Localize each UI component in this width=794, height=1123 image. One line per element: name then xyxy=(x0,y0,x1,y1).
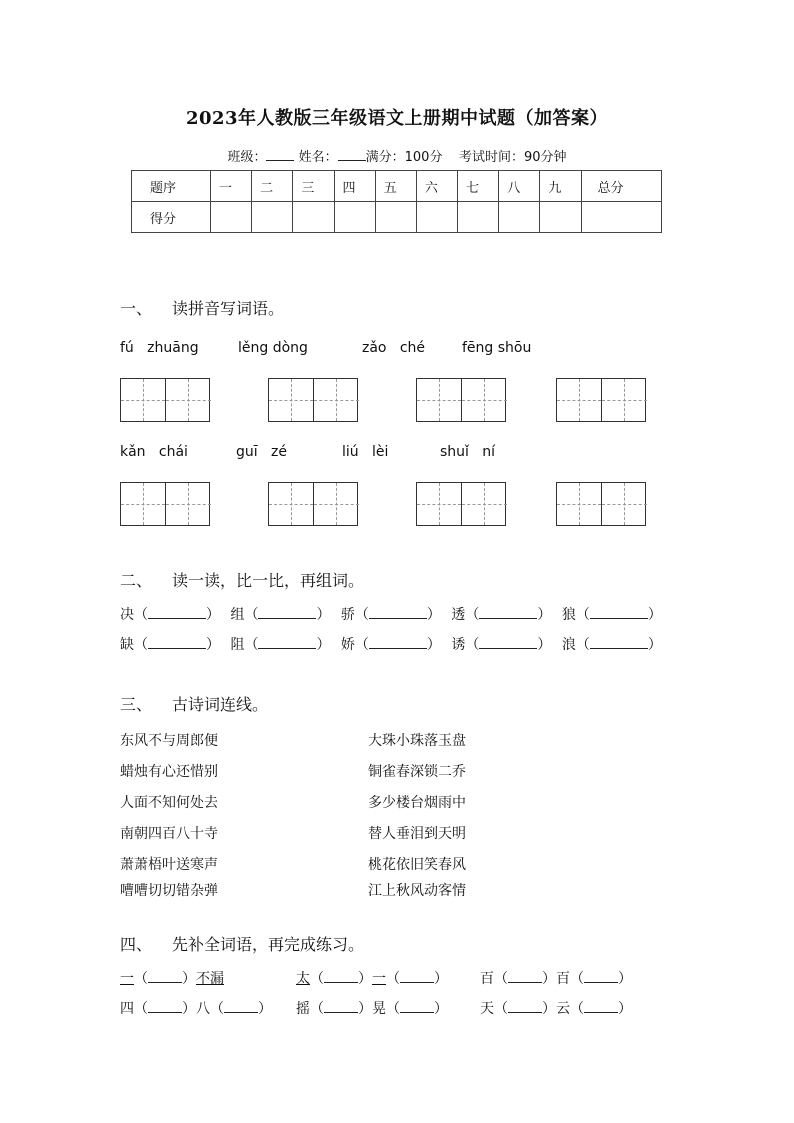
tianzige-box[interactable] xyxy=(268,482,358,526)
score-cell[interactable] xyxy=(416,202,457,233)
answer-blank[interactable] xyxy=(584,972,618,983)
exam-info xyxy=(0,146,794,165)
section-title: 读拼音写词语。 xyxy=(172,299,285,318)
char-item: 狼（ ） xyxy=(561,607,662,623)
section1-heading xyxy=(120,296,284,319)
score-table-row xyxy=(132,202,662,233)
char-item: 阻（ ） xyxy=(230,637,331,653)
poem-line-left[interactable]: 嘈嘈切切错杂弹 xyxy=(120,883,218,899)
answer-blank[interactable] xyxy=(400,972,434,983)
char-item: 透（ ） xyxy=(451,607,552,623)
header-cell: 八 xyxy=(499,171,540,202)
pinyin-label: fú zhuāng xyxy=(120,340,199,356)
header-cell: 七 xyxy=(458,171,499,202)
answer-blank[interactable] xyxy=(148,608,206,619)
answer-blank[interactable] xyxy=(369,608,427,619)
poem-line-left[interactable]: 南朝四百八十寺 xyxy=(120,826,218,842)
header-cell: 一 xyxy=(211,171,252,202)
answer-blank[interactable] xyxy=(479,638,537,649)
section-number: 一、 xyxy=(120,299,153,318)
idiom-item: 摇（ ）晃（ ） xyxy=(296,1001,448,1017)
score-table-header xyxy=(132,171,662,202)
pinyin-label: fēng shōu xyxy=(462,340,532,356)
row-label: 得分 xyxy=(132,202,211,233)
char-item: 骄（ ） xyxy=(340,607,441,623)
poem-line-right[interactable]: 江上秋风动客情 xyxy=(368,883,466,899)
answer-blank[interactable] xyxy=(584,1002,618,1013)
answer-blank[interactable] xyxy=(148,972,182,983)
poem-line-left[interactable]: 蜡烛有心还惜别 xyxy=(120,764,218,780)
answer-blank[interactable] xyxy=(324,972,358,983)
score-table xyxy=(131,170,662,233)
answer-blank[interactable] xyxy=(148,1002,182,1013)
section4-heading xyxy=(120,932,364,955)
score-cell[interactable] xyxy=(293,202,334,233)
poem-line-left[interactable]: 东风不与周郎便 xyxy=(120,733,218,749)
full-score: 满分：100分 xyxy=(365,150,443,165)
section-number: 二、 xyxy=(120,571,153,590)
header-cell: 四 xyxy=(334,171,375,202)
answer-blank[interactable] xyxy=(258,608,316,619)
answer-blank[interactable] xyxy=(590,638,648,649)
header-cell: 总分 xyxy=(581,171,661,202)
tianzige-box[interactable] xyxy=(120,378,210,422)
poem-line-right[interactable]: 桃花依旧笑春风 xyxy=(368,857,466,873)
char-item: 娇（ ） xyxy=(340,637,441,653)
pinyin-label: kǎn chái xyxy=(120,444,188,460)
score-cell[interactable] xyxy=(211,202,252,233)
poem-line-right[interactable]: 替人垂泪到天明 xyxy=(368,826,466,842)
pinyin-label: guī zé xyxy=(236,444,287,460)
page-title: 2023年人教版三年级语文上册期中试题（加答案） xyxy=(185,108,609,129)
score-cell[interactable] xyxy=(499,202,540,233)
tianzige-box[interactable] xyxy=(556,482,646,526)
score-cell[interactable] xyxy=(581,202,661,233)
char-item: 浪（ ） xyxy=(561,637,662,653)
section-number: 三、 xyxy=(120,695,153,714)
idiom-item: 一（ ）不漏 xyxy=(120,971,224,987)
tianzige-box[interactable] xyxy=(416,482,506,526)
poem-line-left[interactable]: 人面不知何处去 xyxy=(120,795,218,811)
header-cell: 题序 xyxy=(132,171,211,202)
answer-blank[interactable] xyxy=(324,1002,358,1013)
score-cell[interactable] xyxy=(458,202,499,233)
answer-blank[interactable] xyxy=(258,638,316,649)
header-cell: 九 xyxy=(540,171,581,202)
section-title: 先补全词语，再完成练习。 xyxy=(172,935,365,954)
header-cell: 五 xyxy=(375,171,416,202)
tianzige-box[interactable] xyxy=(268,378,358,422)
pinyin-label: shuǐ ní xyxy=(440,444,496,460)
poem-line-left[interactable]: 萧萧梧叶送寒声 xyxy=(120,857,218,873)
answer-blank[interactable] xyxy=(224,1002,258,1013)
compare-row-2 xyxy=(120,634,668,654)
class-blank[interactable] xyxy=(266,148,294,161)
pinyin-label: lěng dòng xyxy=(238,340,308,356)
score-cell[interactable] xyxy=(540,202,581,233)
header-cell: 六 xyxy=(416,171,457,202)
name-label: 姓名： xyxy=(298,150,338,165)
idiom-item: 太（ ）一（ ） xyxy=(296,971,448,987)
answer-blank[interactable] xyxy=(400,1002,434,1013)
idiom-item: 四（ ）八（ ） xyxy=(120,1001,272,1017)
char-item: 组（ ） xyxy=(230,607,331,623)
score-cell[interactable] xyxy=(252,202,293,233)
char-item: 诱（ ） xyxy=(451,637,552,653)
poem-line-right[interactable]: 大珠小珠落玉盘 xyxy=(368,733,466,749)
pinyin-label: liú lèi xyxy=(342,444,389,460)
idiom-item: 百（ ）百（ ） xyxy=(480,971,632,987)
class-label: 班级： xyxy=(227,150,267,165)
tianzige-box[interactable] xyxy=(416,378,506,422)
section2-heading xyxy=(120,568,364,591)
section-title: 读一读，比一比，再组词。 xyxy=(172,571,365,590)
idiom-item: 天（ ）云（ ） xyxy=(480,1001,632,1017)
answer-blank[interactable] xyxy=(479,608,537,619)
compare-row-1 xyxy=(120,604,668,624)
score-cell[interactable] xyxy=(334,202,375,233)
tianzige-box[interactable] xyxy=(120,482,210,526)
answer-blank[interactable] xyxy=(508,1002,542,1013)
header-cell: 三 xyxy=(293,171,334,202)
header-cell: 二 xyxy=(252,171,293,202)
section-title: 古诗词连线。 xyxy=(172,695,269,714)
char-item: 决（ ） xyxy=(120,607,220,623)
pinyin-label: zǎo ché xyxy=(362,340,426,356)
answer-blank[interactable] xyxy=(369,638,427,649)
poem-line-right[interactable]: 多少楼台烟雨中 xyxy=(368,795,466,811)
section-number: 四、 xyxy=(120,935,153,954)
exam-time: 考试时间：90分钟 xyxy=(458,150,567,165)
answer-blank[interactable] xyxy=(148,638,206,649)
answer-blank[interactable] xyxy=(590,608,648,619)
answer-blank[interactable] xyxy=(508,972,542,983)
tianzige-box[interactable] xyxy=(556,378,646,422)
score-cell[interactable] xyxy=(375,202,416,233)
name-blank[interactable] xyxy=(338,148,366,161)
poem-line-right[interactable]: 铜雀春深锁二乔 xyxy=(368,764,466,780)
section3-heading xyxy=(120,692,268,715)
char-item: 缺（ ） xyxy=(120,637,220,653)
